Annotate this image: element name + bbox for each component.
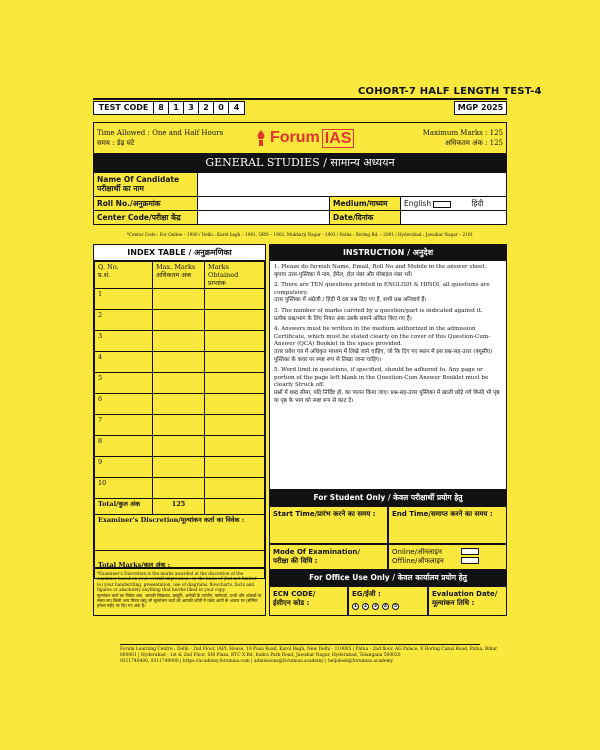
qno-cell: 6 xyxy=(95,394,153,415)
online-checkbox[interactable] xyxy=(461,548,479,555)
qno-cell: 7 xyxy=(95,415,153,436)
obtained-cell[interactable] xyxy=(205,373,265,394)
instruction-item: 3. The number of marks carried by a question/part is indicated against it. प्रत्येक प्रश्न/भाग के लिए नियत अंक उसके सामने अंकित किए गए हैं। xyxy=(274,307,483,322)
total-label: Total/कुल अंक xyxy=(95,499,153,515)
brand-ias: IAS xyxy=(322,129,355,148)
qno-cell: 8 xyxy=(95,436,153,457)
divider xyxy=(93,98,507,100)
online-label: Online/ऑनलाइन xyxy=(392,548,442,556)
footer-divider xyxy=(120,644,480,645)
student-section-title: For Student Only / केवल परीक्षार्थी प्रयोग हेतु xyxy=(269,490,507,506)
index-table xyxy=(93,244,266,568)
hindi-label: हिंदी xyxy=(471,199,484,208)
col-max: Max. Marks अधिकतम अंक xyxy=(153,262,205,289)
instruction-item: 2. There are TEN questions printed in ENGLISH & HINDI, all questions are compulsory. उत्तर पुस्तिका में अंग्रेजी / हिंदी में दस प्रश्न दिए गए हैं, सभी प्रश्न अनिवार्य हैं। xyxy=(274,282,490,304)
index-title: INDEX TABLE / अनुक्रमणिका xyxy=(94,245,265,261)
max-cell xyxy=(153,373,205,394)
qno-cell: 10 xyxy=(95,478,153,499)
col-qno: Q. No. प्र.सं. xyxy=(95,262,153,289)
mgp-code: MGP 2025 xyxy=(454,101,507,115)
torch-icon xyxy=(254,129,268,147)
mode-label: Mode Of Examination/ परीक्षा की विधि : xyxy=(269,544,388,570)
footer-contacts: 9311740400, 9311740900 | https://academy.forumias.com | admissions@forumias.academy | helpdesk@forumias.academy xyxy=(120,659,394,664)
date-label: Date/दिनांक xyxy=(330,211,401,224)
col-obtained: Marks Obtained प्राप्तांक xyxy=(205,262,265,289)
name-field[interactable] xyxy=(198,173,506,196)
obtained-cell[interactable] xyxy=(205,289,265,310)
instruction-item: 1. Please do furnish Name, Email, Roll No and Mobile in the answer sheet. कृपया उत्तर-पुस्तिका में नाम, ईमेल, रोल नंबर और मोबाइल नंबर भरें। xyxy=(274,264,487,278)
obtained-cell[interactable] xyxy=(205,478,265,499)
roll-label: Roll No./अनुक्रमांक xyxy=(94,197,198,210)
eg-option[interactable]: 3 xyxy=(373,604,378,609)
max-cell xyxy=(153,457,205,478)
ecn-code-label: ECN CODE/ ईसीएन कोड : xyxy=(269,586,348,616)
center-field[interactable] xyxy=(198,211,330,224)
test-code-digit: 3 xyxy=(184,102,199,114)
obtained-cell[interactable] xyxy=(205,436,265,457)
english-label: English xyxy=(404,199,432,208)
test-code-digit: 8 xyxy=(154,102,169,114)
forumias-logo xyxy=(254,127,354,149)
end-time-label: End Time/समाप्त करने का समय : xyxy=(392,510,493,518)
max-cell xyxy=(153,394,205,415)
obtained-cell[interactable] xyxy=(205,310,265,331)
max-cell xyxy=(153,310,205,331)
center-label: Center Code/परीक्षा केंद्र xyxy=(94,211,198,224)
qno-cell: 4 xyxy=(95,352,153,373)
max-cell xyxy=(153,436,205,457)
max-cell xyxy=(153,352,205,373)
test-code-digit: 2 xyxy=(199,102,214,114)
max-marks: Maximum Marks : 125 xyxy=(422,129,503,137)
candidate-info xyxy=(93,172,507,225)
time-allowed-hindi: समय : डेढ़ घंटे xyxy=(97,139,135,147)
obtained-cell[interactable] xyxy=(205,394,265,415)
office-section-title: For Office Use Only / केवल कार्यालय प्रयोग हेतु xyxy=(269,570,507,586)
date-field[interactable] xyxy=(401,211,506,224)
obtained-cell[interactable] xyxy=(205,457,265,478)
instruction-panel xyxy=(269,244,507,490)
max-cell xyxy=(153,289,205,310)
qno-cell: 5 xyxy=(95,373,153,394)
exam-header xyxy=(93,122,507,154)
eg-option[interactable]: 2 xyxy=(363,604,368,609)
center-codes: *Center Code : For Online – 1900 / Delhi : Karol bagh – 1901, ORN – 1902, Mukharji Nagar - 1903 / Patna : Boring Rd. – 2001 / Hyderabad : Jawahar Nagar – 2101 xyxy=(126,232,474,237)
instruction-item: 5. Word limit in questions, if specified, should be adhered to. Any page or portion of the page left blank in the Question-Cum Answer Booklet must be clearly Struck off. प्रश्नों में शब्द सीमा, यदि निर्दिष्ट हो, का पालन किया जाए। प्रश्न-सह-उत्तर पुस्तिका में खाली छोड़े गये किसी भी पृष्ठ या पृष्ठ के भाग को स्पष्ट रूप से काट दें। xyxy=(274,367,500,404)
test-code-box xyxy=(93,101,245,115)
eg-option[interactable]: 1 xyxy=(353,604,358,609)
subject-title: GENERAL STUDIES / सामान्य अध्ययन xyxy=(93,154,507,172)
qno-cell: 1 xyxy=(95,289,153,310)
mode-options xyxy=(388,544,507,570)
medium-label: Medium/माध्यम xyxy=(330,197,401,210)
roll-field[interactable] xyxy=(198,197,330,210)
total-value: 125 xyxy=(153,499,205,515)
test-code-digit: 0 xyxy=(214,102,229,114)
start-time-field[interactable] xyxy=(269,506,388,544)
name-label: Name Of Candidate परीक्षार्थी का नाम xyxy=(94,173,198,196)
footer-address: Forum Learning Centre : Delhi - 2nd Floor, IAPL House, 19 Pusa Road, Karol Bagh, New Delhi - 110005 | Patna - 2nd floor, AG Palace, E Boring Canal Road, Patna, Bihar 800001 | Hyderabad - 1st & 2nd Floor, SM Plaza, RTC X Rd, Indira Park Road, Jawahar Nagar, Hyderabad, Telangana 500020 xyxy=(120,647,498,658)
obtained-cell[interactable] xyxy=(205,415,265,436)
examiner-discretion: Examiner's Discretion/मूल्यांकन कर्ता का विवेक : xyxy=(95,515,265,551)
eval-date-label: Evaluation Date/ मूल्यांकन तिथि : xyxy=(428,586,507,616)
eg-option[interactable]: 4 xyxy=(383,604,388,609)
time-allowed: Time Allowed : One and Half Hours xyxy=(97,129,224,137)
test-code-digit: 4 xyxy=(229,102,244,114)
total-obtained[interactable] xyxy=(205,499,265,515)
footer xyxy=(120,644,500,665)
offline-checkbox[interactable] xyxy=(461,557,479,564)
brand-forum: Forum xyxy=(270,129,320,146)
start-time-label: Start Time/प्रारंभ करने का समय : xyxy=(273,510,376,518)
english-checkbox[interactable] xyxy=(433,201,451,208)
obtained-cell[interactable] xyxy=(205,331,265,352)
max-cell xyxy=(153,478,205,499)
eg-option[interactable]: 5 xyxy=(393,604,398,609)
cohort-title: COHORT-7 HALF LENGTH TEST-4 xyxy=(358,86,542,97)
medium-options xyxy=(401,197,506,210)
instruction-item: 4. Answers must be written in the medium authorized in the admission Certificate, which must be stated clearly on the cover of this Question-Cum-Answer (QCA) Booklet in the space provided. उत्तर प्रवेश पत्र में अधिकृत माध्यम में लिखे जाने चाहिए, जो कि दिए गए स्थान में इस प्रश्न-सह-उत्तर (क्यूसीए) पुस्तिका के कवर पर स्पष्ट रूप से लिखा जाना चाहिए। xyxy=(274,326,493,363)
qno-cell: 9 xyxy=(95,457,153,478)
obtained-cell[interactable] xyxy=(205,352,265,373)
examiner-note xyxy=(93,568,266,616)
eg-box xyxy=(348,586,428,616)
instruction-title: INSTRUCTION / अनुदेश xyxy=(270,245,506,261)
end-time-field[interactable] xyxy=(388,506,507,544)
qno-cell: 2 xyxy=(95,310,153,331)
examiner-note-text: *Examiner's Discretion is the marks awarded at the discretion of the examiner based on your overall impression, on the basis of (but not limited to) your handwriting, presentation, use of diagrams, flowcharts, facts and figures or absolutely anything that he/she liked in your copy. मूल्यांकन कर्ता का विवेक अंक, आपकी लिखावट, प्रस्तुति, आरेखों के उपयोग, फ्लोचार्ट, तथ्यों और आंकड़ों या समग्र रूप किसी अन्य विषय वस्तु जो मूल्यांकन कर्ता को आपकी कॉपी में पसंद आती के आधार पर (सीमित हमेशा नहीं) पर दिए गए अंक है। xyxy=(97,571,262,609)
offline-label: Offline/ऑफलाइन xyxy=(392,557,444,565)
total-marks: Total Marks/कुल अंक : xyxy=(95,551,265,579)
eg-label: EG/ईजी : xyxy=(352,590,381,598)
test-code-label: TEST CODE xyxy=(94,102,154,114)
qno-cell: 3 xyxy=(95,331,153,352)
test-code-digit: 1 xyxy=(169,102,184,114)
max-cell xyxy=(153,415,205,436)
max-marks-hindi: अधिकतम अंक : 125 xyxy=(444,139,503,147)
max-cell xyxy=(153,331,205,352)
